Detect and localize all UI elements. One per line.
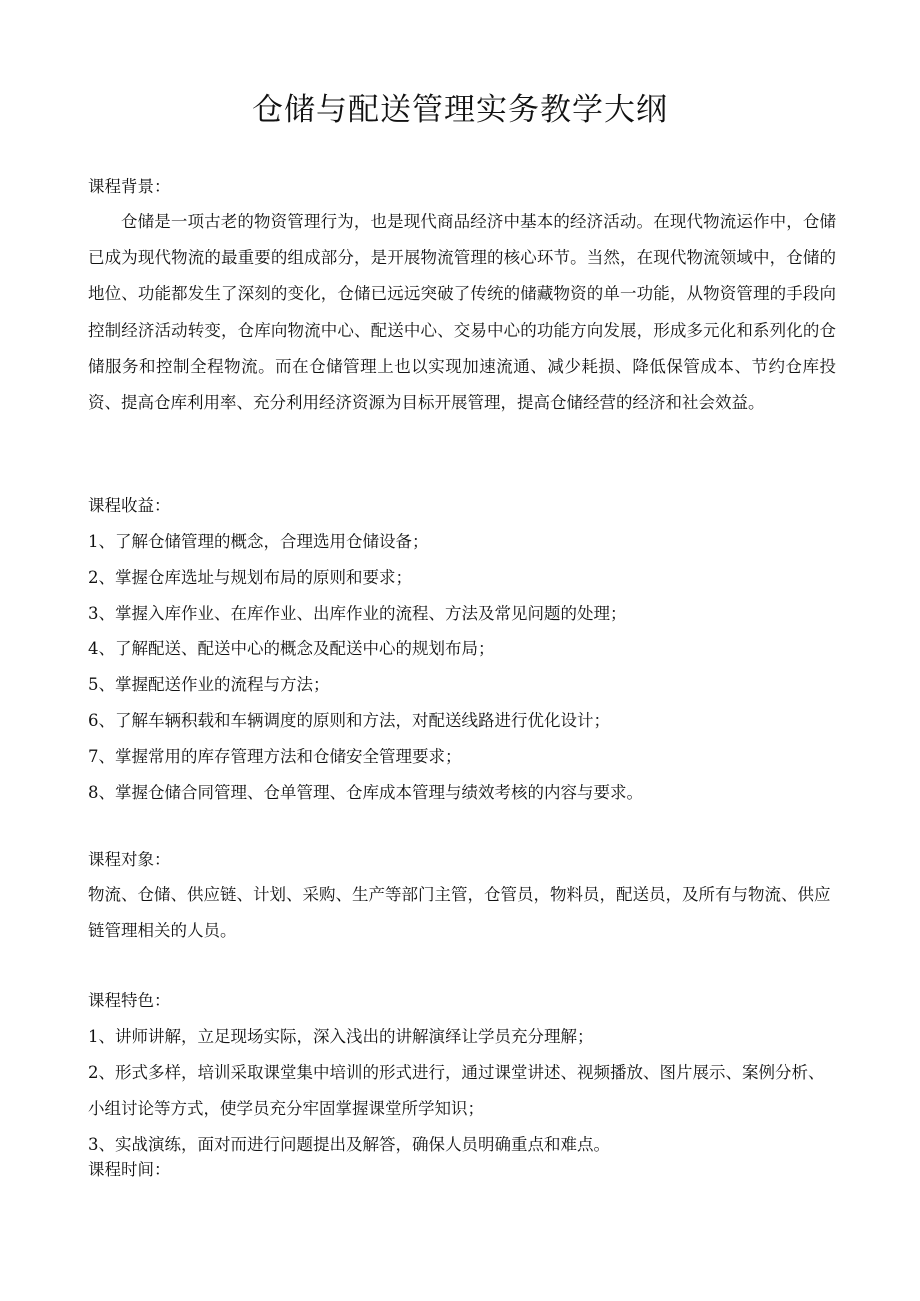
- benefits-heading: 课程收益：: [88, 496, 171, 515]
- document-title: 仓储与配送管理实务教学大纲: [252, 92, 668, 128]
- audience-heading: 课程对象：: [88, 850, 171, 869]
- list-item: 3、实战演练，面对而进行问题提出及解答，确保人员明确重点和难点。: [88, 1135, 610, 1154]
- time-heading: 课程时间：: [88, 1160, 171, 1179]
- list-item: 5、掌握配送作业的流程与方法；: [88, 675, 330, 695]
- background-heading: 课程背景：: [88, 177, 171, 196]
- audience-paragraph: 物流、仓储、供应链、计划、采购、生产等部门主管，仓管员，物料员，配送员，及所有与物流、供应链管理相关的人员。: [88, 885, 831, 941]
- list-item: 6、了解车辆积载和车辆调度的原则和方法，对配送线路进行优化设计；: [88, 710, 610, 730]
- list-item: 2、掌握仓库选址与规划布局的原则和要求；: [88, 567, 412, 587]
- list-item: 2、形式多样，培训采取课堂集中培训的形式进行，通过课堂讲述、视频播放、图片展示、案例分析、小组讨论等方式，使学员充分牢固掌握课堂所学知识；: [88, 1063, 825, 1118]
- list-item: 1、讲师讲解，立足现场实际，深入浅出的讲解演绎让学员充分理解；: [88, 1027, 594, 1046]
- list-item: 8、掌握仓储合同管理、仓单管理、仓库成本管理与绩效考核的内容与要求。: [88, 782, 643, 802]
- list-item: 4、了解配送、配送中心的概念及配送中心的规划布局；: [88, 639, 495, 659]
- features-list: [88, 1019, 836, 1163]
- list-item: 3、掌握入库作业、在库作业、出库作业的流程、方法及常见问题的处理；: [88, 603, 627, 623]
- list-item: 1、了解仓储管理的概念，合理选用仓储设备；: [88, 532, 429, 551]
- list-item: 7、掌握常用的库存管理方法和仓储安全管理要求；: [88, 746, 462, 766]
- benefits-list: [88, 524, 836, 810]
- features-heading: 课程特色：: [88, 991, 171, 1010]
- background-paragraph: 仓储是一项古老的物资管理行为，也是现代商品经济中基本的经济活动。在现代物流运作中，仓储已成为现代物流的最重要的组成部分，是开展物流管理的核心环节。当然，在现代物流领域中，仓储的地位、功能都发生了深刻的变化，仓储已远远突破了传统的储藏物资的单一功能，从物资管理的手段向控制经济活动转变，仓库向物流中心、配送中心、交易中心的功能方向发展，形成多元化和系列化的仓储服务和控制全程物流。而在仓储管理上也以实现加速流通、减少耗损、降低保管成本、节约仓库投资、提高仓库利用率、充分利用经济资源为目标开展管理，提高仓储经营的经济和社会效益。: [88, 212, 836, 413]
